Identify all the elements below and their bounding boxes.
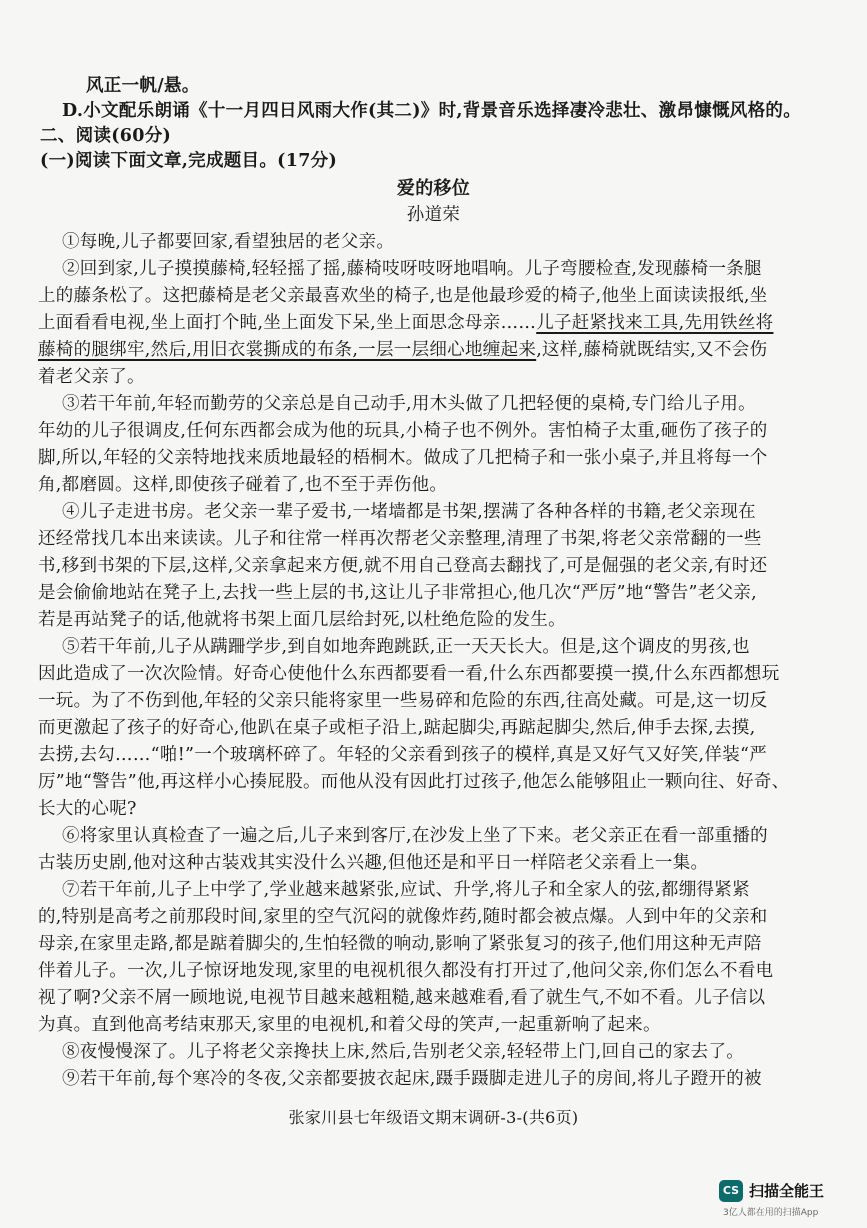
paragraph-line: 而更激起了孩子的好奇心,他趴在桌子或柜子沿上,踮起脚尖,再踮起脚尖,然后,伸手去探,去摸, — [38, 718, 756, 738]
section-heading: 二、阅读(60分) — [40, 126, 172, 146]
paragraph-line: ③若干年前,年轻而勤劳的父亲总是自己动手,用木头做了几把轻便的桌椅,专门给儿子用。 — [62, 394, 756, 414]
paragraph-line: 一玩。为了不伤到他,年轻的父亲只能将家里一些易碎和危险的东西,往高处藏。可是,这一切反 — [38, 691, 768, 711]
paragraph-line: 脚,所以,年轻的父亲特地找来质地最轻的梧桐木。做成了几把椅子和一张小桌子,并且将每一个 — [38, 448, 768, 468]
paragraph-line: 若是再站凳子的话,他就将书架上面几层给封死,以杜绝危险的发生。 — [38, 610, 566, 630]
scanner-logo-icon: CS — [719, 1180, 743, 1202]
underlined-text: 藤椅的腿绑牢,然后,用旧衣裳撕成的布条,一层一层细心地缠起来 — [38, 340, 537, 360]
paragraph-line: ⑦若干年前,儿子上中学了,学业越来越紧张,应试、升学,将儿子和全家人的弦,都绷得紧紧 — [62, 880, 750, 900]
plain-text: ,这样,藤椅就既结实,又不会伤 — [536, 340, 768, 360]
paragraph-line: 长大的心呢? — [38, 799, 137, 819]
section-subheading: (一)阅读下面文章,完成题目。(17分) — [40, 151, 338, 171]
paragraph-line: 视了啊?父亲不屑一顾地说,电视节目越来越粗糙,越来越难看,看了就生气,不如不看。儿子信以 — [38, 988, 766, 1008]
paragraph-line: ⑥将家里认真检查了一遍之后,儿子来到客厅,在沙发上坐了下来。老父亲正在看一部重播的 — [62, 826, 768, 846]
paragraph-line: 母亲,在家里走路,都是踮着脚尖的,生怕轻微的响动,影响了紧张复习的孩子,他们用这种无声陪 — [38, 934, 762, 954]
paragraph-line — [38, 311, 838, 335]
page-footer: 张家川县七年级语文期末调研-3-(共6页) — [288, 1108, 579, 1127]
paragraph-line: ⑧夜慢慢深了。儿子将老父亲搀扶上床,然后,告别老父亲,轻轻带上门,回自己的家去了。 — [62, 1042, 745, 1062]
paragraph-line: 伴着儿子。一次,儿子惊讶地发现,家里的电视机很久都没有打开过了,他问父亲,你们怎么不看电 — [38, 961, 774, 981]
paragraph-line — [38, 338, 838, 362]
paragraph-line: 因此造成了一次次险情。好奇心使他什么东西都要看一看,什么东西都要摸一摸,什么东西都想玩 — [38, 664, 780, 684]
paragraph-line: ⑨若干年前,每个寒冷的冬夜,父亲都要披衣起床,蹑手蹑脚走进儿子的房间,将儿子蹬开的被 — [62, 1069, 762, 1089]
paragraph-line: 古装历史剧,他对这种古装戏其实没什么兴趣,但他还是和平日一样陪老父亲看上一集。 — [38, 853, 709, 873]
paragraph-line: 去捞,去勾……“啪!”一个玻璃杯碎了。年轻的父亲看到孩子的模样,真是又好气又好笑,佯装“严 — [38, 745, 768, 765]
underlined-text: 儿子赶紧找来工具,先用铁丝将 — [536, 313, 774, 333]
article-title: 爱的移位 — [396, 178, 471, 199]
paragraph-line: ④儿子走进书房。老父亲一辈子爱书,一堵墙都是书架,摆满了各种各样的书籍,老父亲现在 — [62, 502, 756, 522]
paragraph-line: 为真。直到他高考结束那天,家里的电视机,和着父母的笑声,一起重新响了起来。 — [38, 1015, 661, 1035]
paragraph-line: ⑤若干年前,儿子从蹒跚学步,到自如地奔跑跳跃,正一天天长大。但是,这个调皮的男孩,也 — [62, 637, 750, 657]
paragraph-line: 书,移到书架的下层,这样,父亲拿起来方便,就不用自己登高去翻找了,可是倔强的老父亲,有时还 — [38, 556, 768, 576]
paragraph-line: 厉”地“警告”他,再这样小心揍屁股。而他从没有因此打过孩子,他怎么能够阻止一颗向往、好奇、 — [38, 772, 790, 792]
paragraph-line: ②回到家,儿子摸摸藤椅,轻轻摇了摇,藤椅吱呀吱呀地唱响。儿子弯腰检查,发现藤椅一条腿 — [62, 259, 762, 279]
scanner-watermark — [719, 1178, 849, 1218]
option-d: D.小文配乐朗诵《十一月四日风雨大作(其二)》时,背景音乐选择凄冷悲壮、激昂慷慨风格的。 — [62, 101, 801, 121]
paragraph-line: ①每晚,儿子都要回家,看望独居的老父亲。 — [62, 232, 395, 252]
previous-option-tail: 风正一帆/悬。 — [86, 76, 200, 96]
plain-text: 上面看看电视,坐上面打个盹,坐上面发下呆,坐上面思念母亲…… — [38, 313, 537, 333]
paragraph-line: 的,特别是高考之前那段时间,家里的空气沉闷的就像炸药,随时都会被点爆。人到中年的父亲和 — [38, 907, 768, 927]
paragraph-line: 是会偷偷地站在凳子上,去找一些上层的书,这让儿子非常担心,他几次“严厉”地“警告”老父亲, — [38, 583, 758, 603]
paragraph-line: 还经常找几本出来读读。儿子和往常一样再次帮老父亲整理,清理了书架,将老父亲常翻的一些 — [38, 529, 762, 549]
paragraph-line: 年幼的儿子很调皮,任何东西都会成为他的玩具,小椅子也不例外。害怕椅子太重,砸伤了孩子的 — [38, 421, 768, 441]
paragraph-line: 角,都磨圆。这样,即使孩子碰着了,也不至于弄伤他。 — [38, 475, 448, 495]
paragraph-line: 上的藤条松了。这把藤椅是老父亲最喜欢坐的椅子,也是他最珍爱的椅子,他坐上面读读报纸,坐 — [38, 286, 768, 306]
article-author: 孙道荣 — [406, 205, 461, 225]
paragraph-line: 着老父亲了。 — [38, 367, 145, 387]
watermark-title: 扫描全能王 — [749, 1182, 825, 1200]
watermark-subtitle: 3亿人都在用的扫描App — [723, 1208, 819, 1218]
